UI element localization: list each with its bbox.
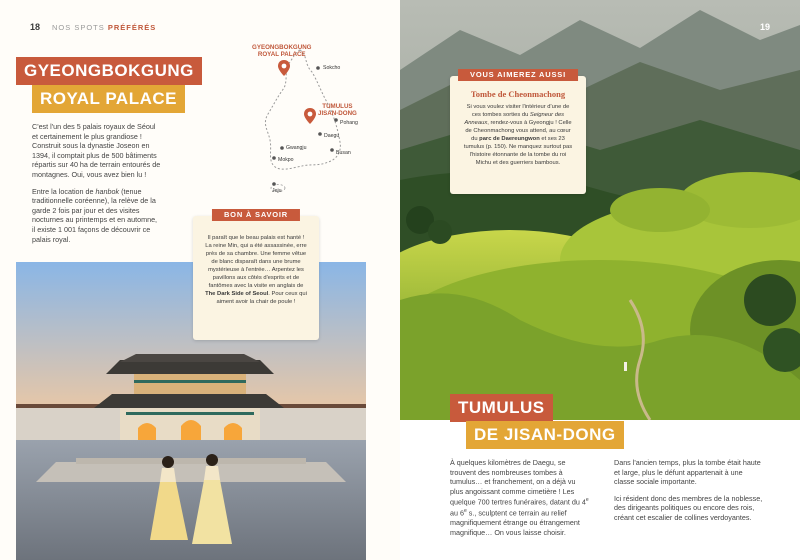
page-number-right: 19 — [759, 22, 770, 32]
map-city-gwangju: Gwangju — [286, 145, 307, 151]
right-body-col-2 — [614, 458, 764, 530]
walker-figure — [624, 362, 627, 371]
map-title-tumulus: TUMULUS JISAN-DONG — [318, 103, 357, 118]
title-jisan-dong-banner: DE JISAN-DONG — [466, 421, 624, 449]
title-line1-banner: GYEONGBOKGUNG — [16, 57, 202, 85]
info-box-vous-aimerez-aussi — [450, 70, 586, 194]
map-city-sokcho: Sokcho — [323, 65, 341, 71]
map-city-pohang: Pohang — [340, 120, 358, 126]
tumulus-illustration — [400, 0, 800, 420]
map-city-jeju: Jeju — [272, 188, 282, 194]
right-paragraph-2: Dans l'ancien temps, plus la tombe était haute et large, plus le défunt appartenait à une classe sociale importante. — [614, 458, 761, 487]
tumulus-map-pin — [304, 108, 316, 124]
info-box-bon-a-savoir — [193, 210, 319, 340]
section-label-part2: PRÉFÉRÉS — [107, 23, 157, 32]
palace-map-pin — [278, 60, 290, 76]
right-paragraph-1: À quelques kilomètres de Daegu, se trouvent des nombreuses tombes à tumulus… et franchement, on a déjà vu plus angoissant comme cimetière ! Les quelque 700 tertres funéraires, datant du 4e au 6e s., sculptent ce terrain au relief magnifiquement étrange ou étrangement magnifique… On vous laisse choisir. — [450, 458, 589, 537]
tumulus-photo — [400, 0, 800, 420]
info-box-subtitle: Tombe de Cheonmachong — [470, 89, 566, 99]
left-body-text — [32, 122, 162, 251]
right-body-col-1 — [450, 458, 590, 545]
map-city-mokpo: Mokpo — [278, 157, 294, 163]
info-box-text: Il paraît que le beau palais est hanté ! La reine Min, qui a été assassinée, erre près de sa chambre. Une femme vêtue de blanc disparaît dans une brume mystérieuse à l'entrée… Arpentez les pavillons aux côtés d'esprits et de fantômes avec la visite en anglais de The Dark Side of Seoul. Pour ceux qui aiment avoir la chair de poule ! — [205, 235, 307, 305]
title-tumulus-banner: TUMULUS — [450, 394, 553, 422]
info-box-heading: BON À SAVOIR — [212, 209, 300, 221]
right-page — [400, 0, 800, 560]
right-paragraph-3: Ici résident donc des membres de la noblesse, des dirigeants politiques ou encore des rois, créant cet escalier de collines verdoyantes. — [614, 493, 763, 522]
korea-map — [232, 42, 372, 202]
page-number-left: 18 — [30, 22, 41, 32]
left-paragraph-2: Entre la location de hanbok (tenue traditionnelle coréenne), la relève de la garde 2 fois par jour et des visites nocturnes au printemps et en automne, il existe 1 001 façons de découvrir ce palais royal. — [32, 186, 158, 244]
section-label — [52, 23, 156, 32]
title-line2-banner: ROYAL PALACE — [32, 85, 185, 113]
map-city-busan: Busan — [336, 150, 351, 156]
map-city-daegu: Daegu — [324, 133, 340, 139]
info-box-text-right: Si vous voulez visiter l'intérieur d'une de ces tombes sorties du Seigneur des Anneaux, rendez-vous à Gyeongju ! Celle de Cheonmachong vous attend, au cœur du parc de Daereungwon et ses 23 tumulus (p. 150). Ne manquez surtout pas l'histoire étonnante de la tombe du roi Michu et des guerriers bambous. — [463, 104, 573, 166]
map-title-palace: GYEONGBOKGUNG ROYAL PALACE — [252, 44, 312, 59]
section-label-part1: NOS SPOTS — [52, 23, 105, 32]
left-paragraph-1: C'est l'un des 5 palais royaux de Séoul et certainement le plus grandiose ! Construit sous la dynastie Joseon en 1394, il comptait plus de 500 bâtiments répartis sur 40 ha de terrain entourés de montagnes. Oui, vous avez bien lu ! — [32, 122, 161, 179]
info-box-heading-right: VOUS AIMEREZ AUSSI — [458, 69, 578, 81]
